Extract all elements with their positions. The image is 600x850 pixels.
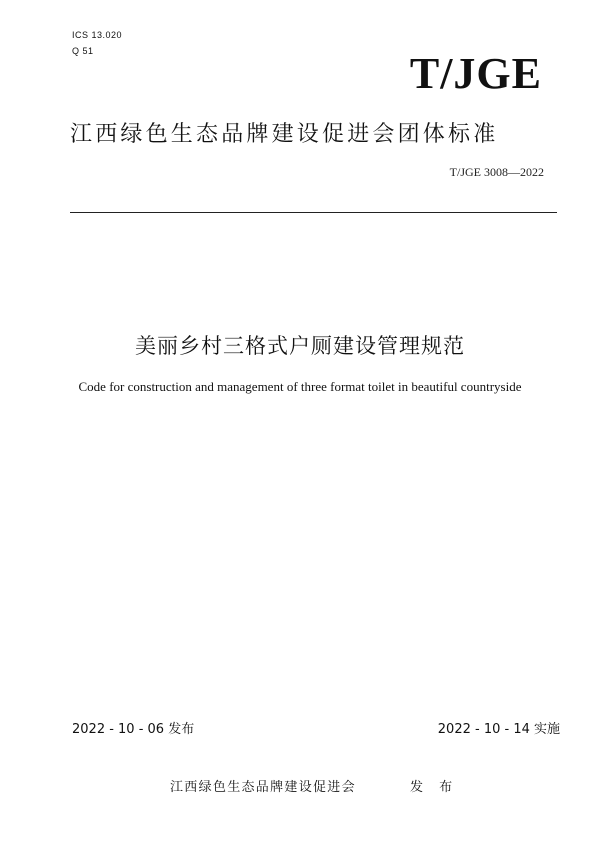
standard-logo: T/JGE — [409, 49, 542, 98]
ccs-code: Q 51 — [72, 46, 94, 56]
implement-date: 2022 - 10 - 14 实施 — [437, 722, 560, 737]
standard-type-title: 江西绿色生态品牌建设促进会团体标准 — [70, 122, 499, 147]
standard-number: T/JGE 3008—2022 — [449, 165, 544, 179]
publish-date: 2022 - 10 - 06 发布 — [72, 722, 195, 737]
issuing-organization: 江西绿色生态品牌建设促进会 — [170, 780, 356, 795]
header-divider — [70, 212, 557, 213]
issue-label: 发 布 — [410, 780, 459, 795]
document-title-english: Code for construction and management of three format toilet in beautiful countryside — [78, 379, 522, 394]
document-title-chinese: 美丽乡村三格式户厕建设管理规范 — [135, 334, 465, 358]
ics-code: ICS 13.020 — [72, 30, 123, 40]
